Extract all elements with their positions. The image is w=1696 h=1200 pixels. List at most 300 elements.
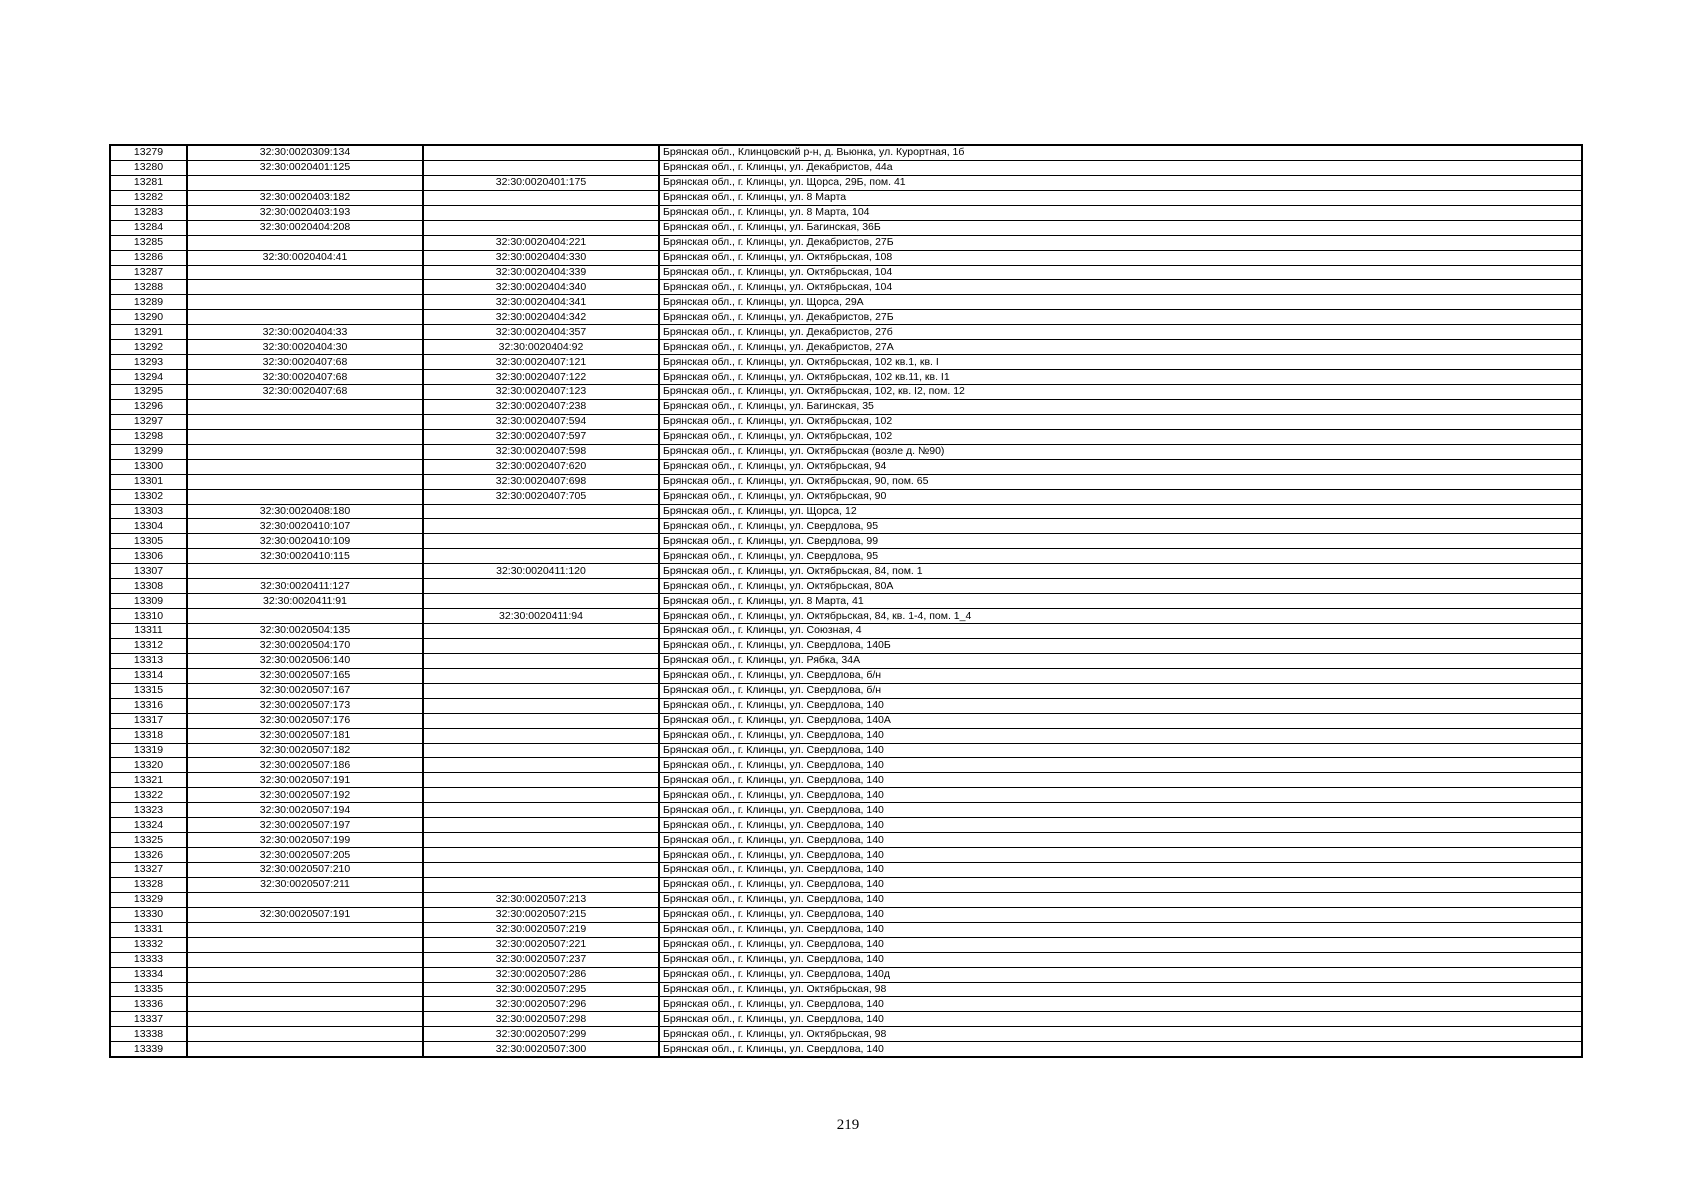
cadastral-number-cell	[187, 982, 423, 997]
related-cadastral-number-cell: 32:30:0020404:221	[423, 235, 659, 250]
table-row	[110, 325, 1582, 340]
related-cadastral-number-cell	[423, 788, 659, 803]
table-row	[110, 609, 1582, 624]
related-cadastral-number-cell	[423, 863, 659, 878]
row-number-cell: 13299	[110, 444, 187, 459]
cadastral-number-cell: 32:30:0020403:182	[187, 190, 423, 205]
address-cell: Брянская обл., г. Клинцы, ул. Октябрьская, 104	[659, 280, 1582, 295]
records-table-body	[110, 145, 1582, 1057]
row-number-cell: 13307	[110, 564, 187, 579]
table-row	[110, 803, 1582, 818]
table-row	[110, 579, 1582, 594]
related-cadastral-number-cell	[423, 713, 659, 728]
related-cadastral-number-cell	[423, 504, 659, 519]
cadastral-number-cell: 32:30:0020507:186	[187, 758, 423, 773]
row-number-cell: 13303	[110, 504, 187, 519]
row-number-cell: 13308	[110, 579, 187, 594]
cadastral-number-cell	[187, 564, 423, 579]
address-cell: Брянская обл., г. Клинцы, ул. Свердлова, 140	[659, 788, 1582, 803]
cadastral-number-cell: 32:30:0020507:197	[187, 818, 423, 833]
row-number-cell: 13293	[110, 355, 187, 370]
row-number-cell: 13335	[110, 982, 187, 997]
related-cadastral-number-cell: 32:30:0020407:238	[423, 399, 659, 414]
table-row	[110, 758, 1582, 773]
table-row	[110, 564, 1582, 579]
cadastral-number-cell: 32:30:0020507:194	[187, 803, 423, 818]
address-cell: Брянская обл., г. Клинцы, ул. Свердлова, 99	[659, 534, 1582, 549]
row-number-cell: 13287	[110, 265, 187, 280]
cadastral-number-cell: 32:30:0020507:165	[187, 668, 423, 683]
related-cadastral-number-cell	[423, 549, 659, 564]
table-row	[110, 1012, 1582, 1027]
cadastral-number-cell: 32:30:0020404:30	[187, 340, 423, 355]
address-cell: Брянская обл., г. Клинцы, ул. Свердлова, 140Б	[659, 638, 1582, 653]
table-row	[110, 474, 1582, 489]
cadastral-number-cell	[187, 310, 423, 325]
related-cadastral-number-cell: 32:30:0020404:342	[423, 310, 659, 325]
related-cadastral-number-cell: 32:30:0020404:339	[423, 265, 659, 280]
related-cadastral-number-cell: 32:30:0020407:594	[423, 414, 659, 429]
related-cadastral-number-cell: 32:30:0020407:122	[423, 370, 659, 385]
related-cadastral-number-cell: 32:30:0020404:357	[423, 325, 659, 340]
table-row	[110, 922, 1582, 937]
table-row	[110, 937, 1582, 952]
address-cell: Брянская обл., г. Клинцы, ул. Декабристов, 27А	[659, 340, 1582, 355]
table-row	[110, 385, 1582, 400]
table-row	[110, 743, 1582, 758]
page-number: 219	[836, 1117, 860, 1133]
related-cadastral-number-cell	[423, 594, 659, 609]
cadastral-number-cell	[187, 399, 423, 414]
table-row	[110, 519, 1582, 534]
related-cadastral-number-cell: 32:30:0020404:340	[423, 280, 659, 295]
row-number-cell: 13317	[110, 713, 187, 728]
row-number-cell: 13337	[110, 1012, 187, 1027]
address-cell: Брянская обл., г. Клинцы, ул. Свердлова, 140	[659, 743, 1582, 758]
related-cadastral-number-cell: 32:30:0020407:698	[423, 474, 659, 489]
table-row	[110, 489, 1582, 504]
row-number-cell: 13320	[110, 758, 187, 773]
row-number-cell: 13328	[110, 877, 187, 892]
address-cell: Брянская обл., г. Клинцы, ул. Октябрьская (возле д. №90)	[659, 444, 1582, 459]
address-cell: Брянская обл., г. Клинцы, ул. Октябрьская, 102	[659, 414, 1582, 429]
related-cadastral-number-cell: 32:30:0020507:296	[423, 997, 659, 1012]
cadastral-number-cell: 32:30:0020507:205	[187, 848, 423, 863]
address-cell: Брянская обл., г. Клинцы, ул. Октябрьская, 108	[659, 250, 1582, 265]
address-cell: Брянская обл., г. Клинцы, ул. Октябрьская, 98	[659, 982, 1582, 997]
table-row	[110, 683, 1582, 698]
cadastral-number-cell: 32:30:0020410:109	[187, 534, 423, 549]
address-cell: Брянская обл., г. Клинцы, ул. Декабристов, 27Б	[659, 235, 1582, 250]
row-number-cell: 13321	[110, 773, 187, 788]
address-cell: Брянская обл., г. Клинцы, ул. Свердлова, 140	[659, 758, 1582, 773]
table-row	[110, 220, 1582, 235]
related-cadastral-number-cell	[423, 758, 659, 773]
cadastral-number-cell: 32:30:0020507:199	[187, 833, 423, 848]
row-number-cell: 13329	[110, 892, 187, 907]
cadastral-number-cell: 32:30:0020404:41	[187, 250, 423, 265]
row-number-cell: 13310	[110, 609, 187, 624]
address-cell: Брянская обл., г. Клинцы, ул. Союзная, 4	[659, 624, 1582, 639]
address-cell: Брянская обл., г. Клинцы, ул. Декабристов, 27б	[659, 325, 1582, 340]
table-row	[110, 190, 1582, 205]
address-cell: Брянская обл., г. Клинцы, ул. Свердлова, 95	[659, 519, 1582, 534]
table-row	[110, 549, 1582, 564]
cadastral-number-cell	[187, 280, 423, 295]
row-number-cell: 13305	[110, 534, 187, 549]
related-cadastral-number-cell: 32:30:0020507:237	[423, 952, 659, 967]
related-cadastral-number-cell	[423, 728, 659, 743]
table-row	[110, 773, 1582, 788]
address-cell: Брянская обл., г. Клинцы, ул. Щорса, 29А	[659, 295, 1582, 310]
address-cell: Брянская обл., г. Клинцы, ул. Свердлова, 140	[659, 937, 1582, 952]
table-row	[110, 907, 1582, 922]
related-cadastral-number-cell	[423, 220, 659, 235]
row-number-cell: 13296	[110, 399, 187, 414]
table-row	[110, 833, 1582, 848]
row-number-cell: 13302	[110, 489, 187, 504]
address-cell: Брянская обл., г. Клинцы, ул. Октябрьская, 90	[659, 489, 1582, 504]
cadastral-number-cell: 32:30:0020504:135	[187, 624, 423, 639]
row-number-cell: 13306	[110, 549, 187, 564]
table-row	[110, 280, 1582, 295]
row-number-cell: 13281	[110, 175, 187, 190]
cadastral-number-cell: 32:30:0020507:167	[187, 683, 423, 698]
row-number-cell: 13330	[110, 907, 187, 922]
cadastral-number-cell: 32:30:0020507:173	[187, 698, 423, 713]
table-row	[110, 399, 1582, 414]
address-cell: Брянская обл., г. Клинцы, ул. Октябрьская, 102 кв.11, кв. I1	[659, 370, 1582, 385]
table-row	[110, 698, 1582, 713]
address-cell: Брянская обл., г. Клинцы, ул. Октябрьская, 104	[659, 265, 1582, 280]
related-cadastral-number-cell	[423, 160, 659, 175]
row-number-cell: 13285	[110, 235, 187, 250]
table-row	[110, 982, 1582, 997]
table-row	[110, 638, 1582, 653]
table-row	[110, 728, 1582, 743]
row-number-cell: 13316	[110, 698, 187, 713]
address-cell: Брянская обл., г. Клинцы, ул. Свердлова, 140	[659, 803, 1582, 818]
related-cadastral-number-cell: 32:30:0020404:341	[423, 295, 659, 310]
row-number-cell: 13338	[110, 1027, 187, 1042]
row-number-cell: 13325	[110, 833, 187, 848]
row-number-cell: 13295	[110, 385, 187, 400]
table-row	[110, 668, 1582, 683]
cadastral-number-cell	[187, 444, 423, 459]
address-cell: Брянская обл., г. Клинцы, ул. Октябрьская, 102, кв. I2, пом. 12	[659, 385, 1582, 400]
cadastral-number-cell: 32:30:0020507:191	[187, 773, 423, 788]
cadastral-number-cell	[187, 952, 423, 967]
cadastral-number-cell	[187, 429, 423, 444]
address-cell: Брянская обл., г. Клинцы, ул. Свердлова, б/н	[659, 683, 1582, 698]
table-row	[110, 310, 1582, 325]
row-number-cell: 13323	[110, 803, 187, 818]
table-row	[110, 848, 1582, 863]
table-row	[110, 892, 1582, 907]
cadastral-number-cell	[187, 1012, 423, 1027]
row-number-cell: 13291	[110, 325, 187, 340]
table-row	[110, 250, 1582, 265]
related-cadastral-number-cell: 32:30:0020507:298	[423, 1012, 659, 1027]
cadastral-number-cell: 32:30:0020507:181	[187, 728, 423, 743]
related-cadastral-number-cell	[423, 519, 659, 534]
related-cadastral-number-cell: 32:30:0020507:299	[423, 1027, 659, 1042]
cadastral-number-cell: 32:30:0020407:68	[187, 370, 423, 385]
address-cell: Брянская обл., г. Клинцы, ул. Свердлова, 140	[659, 922, 1582, 937]
row-number-cell: 13315	[110, 683, 187, 698]
table-row	[110, 175, 1582, 190]
address-cell: Брянская обл., г. Клинцы, ул. Свердлова, 140	[659, 1012, 1582, 1027]
cadastral-number-cell: 32:30:0020410:107	[187, 519, 423, 534]
related-cadastral-number-cell	[423, 833, 659, 848]
row-number-cell: 13297	[110, 414, 187, 429]
related-cadastral-number-cell	[423, 145, 659, 160]
row-number-cell: 13286	[110, 250, 187, 265]
related-cadastral-number-cell: 32:30:0020407:121	[423, 355, 659, 370]
cadastral-number-cell: 32:30:0020411:127	[187, 579, 423, 594]
row-number-cell: 13319	[110, 743, 187, 758]
address-cell: Брянская обл., г. Клинцы, ул. Октябрьская, 84, пом. 1	[659, 564, 1582, 579]
related-cadastral-number-cell	[423, 579, 659, 594]
row-number-cell: 13313	[110, 653, 187, 668]
table-row	[110, 355, 1582, 370]
cadastral-number-cell	[187, 414, 423, 429]
cadastral-number-cell	[187, 1027, 423, 1042]
records-table	[109, 144, 1583, 1058]
row-number-cell: 13309	[110, 594, 187, 609]
cadastral-number-cell	[187, 295, 423, 310]
cadastral-number-cell: 32:30:0020507:210	[187, 863, 423, 878]
cadastral-number-cell	[187, 474, 423, 489]
related-cadastral-number-cell	[423, 624, 659, 639]
related-cadastral-number-cell: 32:30:0020507:219	[423, 922, 659, 937]
related-cadastral-number-cell: 32:30:0020507:213	[423, 892, 659, 907]
table-row	[110, 340, 1582, 355]
cadastral-number-cell: 32:30:0020403:193	[187, 205, 423, 220]
row-number-cell: 13294	[110, 370, 187, 385]
cadastral-number-cell	[187, 937, 423, 952]
address-cell: Брянская обл., г. Клинцы, ул. Октябрьская, 102	[659, 429, 1582, 444]
related-cadastral-number-cell	[423, 638, 659, 653]
cadastral-number-cell: 32:30:0020507:192	[187, 788, 423, 803]
address-cell: Брянская обл., г. Клинцы, ул. Свердлова, 140	[659, 728, 1582, 743]
table-row	[110, 295, 1582, 310]
address-cell: Брянская обл., г. Клинцы, ул. Свердлова, 140	[659, 698, 1582, 713]
table-row	[110, 1027, 1582, 1042]
row-number-cell: 13322	[110, 788, 187, 803]
cadastral-number-cell: 32:30:0020404:33	[187, 325, 423, 340]
table-row	[110, 414, 1582, 429]
cadastral-number-cell	[187, 459, 423, 474]
related-cadastral-number-cell	[423, 190, 659, 205]
cadastral-number-cell: 32:30:0020507:191	[187, 907, 423, 922]
address-cell: Брянская обл., г. Клинцы, ул. Свердлова, 140	[659, 863, 1582, 878]
related-cadastral-number-cell	[423, 743, 659, 758]
row-number-cell: 13289	[110, 295, 187, 310]
address-cell: Брянская обл., г. Клинцы, ул. Октябрьская, 84, кв. 1-4, пом. 1_4	[659, 609, 1582, 624]
address-cell: Брянская обл., г. Клинцы, ул. Свердлова, 140	[659, 773, 1582, 788]
cadastral-number-cell	[187, 892, 423, 907]
address-cell: Брянская обл., г. Клинцы, ул. Свердлова, 140	[659, 1042, 1582, 1057]
row-number-cell: 13304	[110, 519, 187, 534]
table-row	[110, 863, 1582, 878]
row-number-cell: 13331	[110, 922, 187, 937]
table-row	[110, 653, 1582, 668]
table-row	[110, 235, 1582, 250]
table-row	[110, 429, 1582, 444]
cadastral-number-cell: 32:30:0020507:211	[187, 877, 423, 892]
related-cadastral-number-cell: 32:30:0020407:123	[423, 385, 659, 400]
address-cell: Брянская обл., г. Клинцы, ул. Декабристов, 27Б	[659, 310, 1582, 325]
table-row	[110, 444, 1582, 459]
row-number-cell: 13339	[110, 1042, 187, 1057]
row-number-cell: 13326	[110, 848, 187, 863]
row-number-cell: 13301	[110, 474, 187, 489]
related-cadastral-number-cell: 32:30:0020507:215	[423, 907, 659, 922]
row-number-cell: 13279	[110, 145, 187, 160]
table-row	[110, 594, 1582, 609]
row-number-cell: 13332	[110, 937, 187, 952]
address-cell: Брянская обл., г. Клинцы, ул. Декабристов, 44а	[659, 160, 1582, 175]
cadastral-number-cell	[187, 175, 423, 190]
table-row	[110, 534, 1582, 549]
table-row	[110, 624, 1582, 639]
cadastral-number-cell: 32:30:0020410:115	[187, 549, 423, 564]
related-cadastral-number-cell	[423, 683, 659, 698]
related-cadastral-number-cell	[423, 698, 659, 713]
row-number-cell: 13334	[110, 967, 187, 982]
cadastral-number-cell: 32:30:0020401:125	[187, 160, 423, 175]
address-cell: Брянская обл., г. Клинцы, ул. Свердлова, 140	[659, 877, 1582, 892]
cadastral-number-cell: 32:30:0020404:208	[187, 220, 423, 235]
table-row	[110, 1042, 1582, 1057]
address-cell: Брянская обл., г. Клинцы, ул. 8 Марта, 41	[659, 594, 1582, 609]
cadastral-number-cell	[187, 265, 423, 280]
row-number-cell: 13284	[110, 220, 187, 235]
table-row	[110, 713, 1582, 728]
address-cell: Брянская обл., г. Клинцы, ул. Свердлова, 140	[659, 818, 1582, 833]
related-cadastral-number-cell	[423, 818, 659, 833]
cadastral-number-cell: 32:30:0020506:140	[187, 653, 423, 668]
table-row	[110, 818, 1582, 833]
table-row	[110, 788, 1582, 803]
cadastral-number-cell	[187, 967, 423, 982]
cadastral-number-cell: 32:30:0020507:182	[187, 743, 423, 758]
cadastral-number-cell: 32:30:0020504:170	[187, 638, 423, 653]
address-cell: Брянская обл., г. Клинцы, ул. Щорса, 12	[659, 504, 1582, 519]
address-cell: Брянская обл., г. Клинцы, ул. Багинская, 35	[659, 399, 1582, 414]
table-row	[110, 459, 1582, 474]
cadastral-number-cell: 32:30:0020309:134	[187, 145, 423, 160]
cadastral-number-cell: 32:30:0020408:180	[187, 504, 423, 519]
row-number-cell: 13300	[110, 459, 187, 474]
table-row	[110, 160, 1582, 175]
address-cell: Брянская обл., г. Клинцы, ул. 8 Марта	[659, 190, 1582, 205]
row-number-cell: 13327	[110, 863, 187, 878]
address-cell: Брянская обл., г. Клинцы, ул. Свердлова, б/н	[659, 668, 1582, 683]
address-cell: Брянская обл., г. Клинцы, ул. Октябрьская, 94	[659, 459, 1582, 474]
related-cadastral-number-cell: 32:30:0020507:286	[423, 967, 659, 982]
address-cell: Брянская обл., г. Клинцы, ул. Свердлова, 140	[659, 952, 1582, 967]
address-cell: Брянская обл., г. Клинцы, ул. Октябрьская, 90, пом. 65	[659, 474, 1582, 489]
table-row	[110, 504, 1582, 519]
related-cadastral-number-cell: 32:30:0020407:597	[423, 429, 659, 444]
related-cadastral-number-cell	[423, 653, 659, 668]
cadastral-number-cell: 32:30:0020407:68	[187, 385, 423, 400]
cadastral-number-cell	[187, 235, 423, 250]
address-cell: Брянская обл., г. Клинцы, ул. Октябрьская, 102 кв.1, кв. I	[659, 355, 1582, 370]
cadastral-number-cell	[187, 489, 423, 504]
address-cell: Брянская обл., г. Клинцы, ул. Свердлова, 140	[659, 892, 1582, 907]
row-number-cell: 13324	[110, 818, 187, 833]
cadastral-number-cell: 32:30:0020407:68	[187, 355, 423, 370]
cadastral-number-cell	[187, 609, 423, 624]
related-cadastral-number-cell: 32:30:0020401:175	[423, 175, 659, 190]
related-cadastral-number-cell: 32:30:0020411:120	[423, 564, 659, 579]
table-row	[110, 205, 1582, 220]
related-cadastral-number-cell	[423, 773, 659, 788]
address-cell: Брянская обл., г. Клинцы, ул. Свердлова, 140А	[659, 713, 1582, 728]
address-cell: Брянская обл., г. Клинцы, ул. Багинская, 36Б	[659, 220, 1582, 235]
row-number-cell: 13311	[110, 624, 187, 639]
table-row	[110, 370, 1582, 385]
cadastral-number-cell	[187, 997, 423, 1012]
row-number-cell: 13333	[110, 952, 187, 967]
related-cadastral-number-cell: 32:30:0020407:598	[423, 444, 659, 459]
address-cell: Брянская обл., г. Клинцы, ул. Рябка, 34А	[659, 653, 1582, 668]
address-cell: Брянская обл., г. Клинцы, ул. Щорса, 29Б, пом. 41	[659, 175, 1582, 190]
row-number-cell: 13314	[110, 668, 187, 683]
row-number-cell: 13290	[110, 310, 187, 325]
address-cell: Брянская обл., г. Клинцы, ул. Октябрьская, 80А	[659, 579, 1582, 594]
related-cadastral-number-cell	[423, 205, 659, 220]
cadastral-number-cell: 32:30:0020507:176	[187, 713, 423, 728]
row-number-cell: 13280	[110, 160, 187, 175]
row-number-cell: 13292	[110, 340, 187, 355]
related-cadastral-number-cell: 32:30:0020407:705	[423, 489, 659, 504]
related-cadastral-number-cell	[423, 668, 659, 683]
related-cadastral-number-cell	[423, 877, 659, 892]
address-cell: Брянская обл., г. Клинцы, ул. Свердлова, 140	[659, 997, 1582, 1012]
table-row	[110, 967, 1582, 982]
related-cadastral-number-cell: 32:30:0020404:330	[423, 250, 659, 265]
related-cadastral-number-cell	[423, 803, 659, 818]
row-number-cell: 13312	[110, 638, 187, 653]
address-cell: Брянская обл., г. Клинцы, ул. Октябрьская, 98	[659, 1027, 1582, 1042]
related-cadastral-number-cell	[423, 848, 659, 863]
table-row	[110, 877, 1582, 892]
related-cadastral-number-cell: 32:30:0020404:92	[423, 340, 659, 355]
cadastral-number-cell	[187, 922, 423, 937]
row-number-cell: 13288	[110, 280, 187, 295]
related-cadastral-number-cell: 32:30:0020411:94	[423, 609, 659, 624]
table-row	[110, 145, 1582, 160]
row-number-cell: 13298	[110, 429, 187, 444]
address-cell: Брянская обл., г. Клинцы, ул. Свердлова, 95	[659, 549, 1582, 564]
table-row	[110, 997, 1582, 1012]
cadastral-number-cell	[187, 1042, 423, 1057]
related-cadastral-number-cell: 32:30:0020507:300	[423, 1042, 659, 1057]
address-cell: Брянская обл., Клинцовский р-н, д. Вьюнка, ул. Курортная, 1б	[659, 145, 1582, 160]
address-cell: Брянская обл., г. Клинцы, ул. Свердлова, 140	[659, 848, 1582, 863]
address-cell: Брянская обл., г. Клинцы, ул. 8 Марта, 104	[659, 205, 1582, 220]
address-cell: Брянская обл., г. Клинцы, ул. Свердлова, 140д	[659, 967, 1582, 982]
related-cadastral-number-cell	[423, 534, 659, 549]
cadastral-number-cell: 32:30:0020411:91	[187, 594, 423, 609]
table-row	[110, 265, 1582, 280]
address-cell: Брянская обл., г. Клинцы, ул. Свердлова, 140	[659, 907, 1582, 922]
related-cadastral-number-cell: 32:30:0020507:221	[423, 937, 659, 952]
